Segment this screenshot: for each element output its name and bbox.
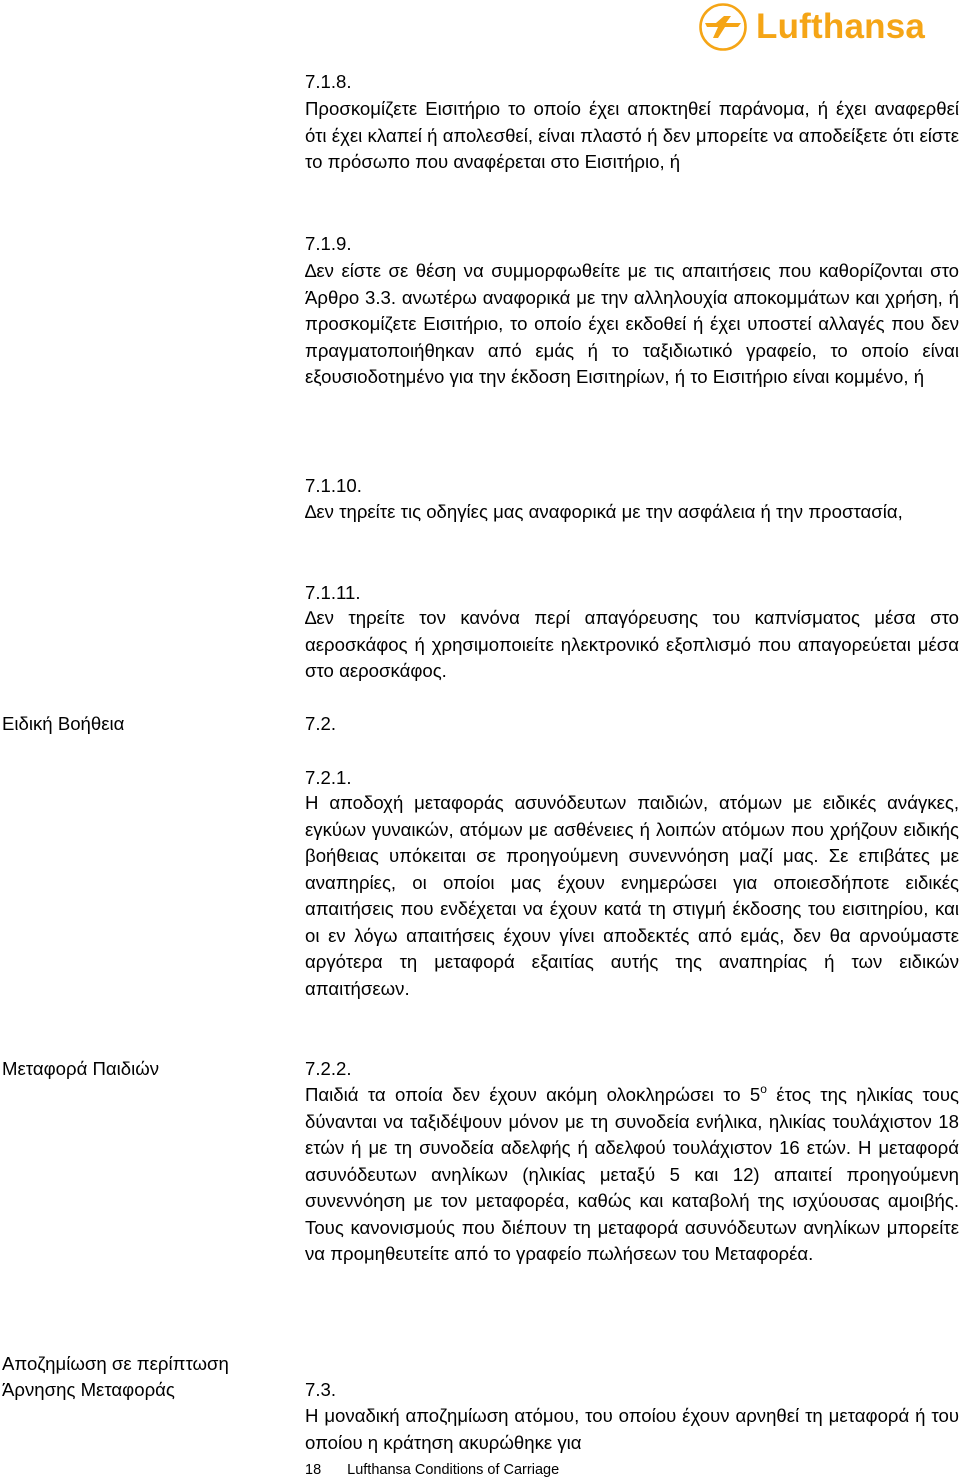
crane-icon (698, 2, 748, 52)
section-number: 7.1.10. (305, 475, 362, 496)
superscript: ο (760, 1082, 767, 1096)
section-number: 7.2.1. (305, 767, 352, 788)
side-heading-line: Άρνησης Μεταφοράς (2, 1379, 175, 1400)
section-number: 7.1.8. (305, 71, 352, 92)
document-title: Lufthansa Conditions of Carriage (347, 1462, 560, 1478)
section-text (305, 1082, 959, 1268)
section-text: ∆εν τηρείτε τον κανόνα περί απαγόρευσης του καπνίσματος μέσα στο αεροσκάφος ή χρησιμοποιείτε ηλεκτρονικό εξοπλισμό που απαγορεύεται μέσα στο αεροσκάφος. (305, 607, 959, 681)
section-number: 7.2. (305, 713, 337, 734)
section-number: 7.1.11. (305, 582, 361, 603)
section-text: Η αποδοχή μεταφοράς ασυνόδευτων παιδιών, ατόμων με ειδικές ανάγκες, εγκύων γυναικών, ατόμων με ασθένειες ή λοιπών ατόμων που χρήζουν ειδικής βοήθειας υπόκειται σε προηγούμενη συνεννόηση μαζί μας. Σε επιβάτες με αναπηρίες, οι οποίοι μας έχουν ενημερώσει για οποιεσδήποτε ειδικές απαιτήσεις που ενδέχεται να έχουν κατά τη στιγμή έκδοσης του εισιτηρίου, και οι εν λόγω απαιτήσεις έχουν γίνει αποδεκτές από εμάς, δεν θα αρνούμαστε αργότερα τη μεταφορά εξαιτίας αυτής της αναπηρίας ή των ειδικών απαιτήσεων. (305, 792, 959, 999)
side-heading-line: Αποζημίωση σε περίπτωση (2, 1353, 229, 1374)
side-heading: Μεταφορά Παιδιών (2, 1058, 160, 1079)
section-number: 7.2.2. (305, 1058, 352, 1079)
section-text: ∆εν είστε σε θέση να συμμορφωθείτε με τις απαιτήσεις που καθορίζονται στο Άρθρο 3.3. ανωτέρω αναφορικά με την αλληλουχία αποκομμάτων και χρήση, ή προσκομίζετε Εισιτήριο, το οποίο έχει εκδοθεί ή έχει υποστεί αλλαγές που δεν πραγματοποιήθηκαν από εμάς ή το ταξιδιωτικό γραφείο, το οποίο είναι εξουσιοδοτημένο για την έκδοση Εισιτηρίων, ή το Εισιτήριο είναι κομμένο, ή (305, 260, 959, 387)
section-text-part: Παιδιά τα οποία δεν έχουν ακόμη ολοκληρώσει το 5 (305, 1084, 761, 1105)
brand-name: Lufthansa (756, 7, 926, 46)
section-number: 7.3. (305, 1379, 337, 1400)
section-text: ∆εν τηρείτε τις οδηγίες μας αναφορικά με την ασφάλεια ή την προστασία, (305, 501, 903, 522)
page-footer (305, 1460, 559, 1480)
section-text: Προσκομίζετε Εισιτήριο το οποίο έχει αποκτηθεί παράνομα, ή έχει αναφερθεί ότι έχει κλαπεί ή απολεσθεί, είναι πλαστό ή δεν μπορείτε να αποδείξετε ότι είστε το πρόσωπο που αναφέρεται στο Εισιτήριο, ή (305, 98, 959, 172)
side-heading: Ειδική Βοήθεια (2, 713, 125, 734)
section-number: 7.1.9. (305, 233, 352, 254)
section-text-part: έτος της ηλικίας τους δύνανται να ταξιδέψουν μόνον με τη συνοδεία ενήλικα, ηλικίας τουλάχιστον 18 ετών ή με τη συνοδεία αδελφής ή αδελφού τουλάχιστον 16 ετών. Η μεταφορά ασυνόδευτων ανηλίκων (ηλικίας μεταξύ 5 και 12) απαιτεί προηγούμενη συνεννόηση με τον μεταφορέα, καθώς και καταβολή της ισχύουσας αμοιβής. Τους κανονισμούς που διέπουν τη μεταφορά ασυνόδευτων ανηλίκων μπορείτε να προμηθευτείτε από το γραφείο πωλήσεων του Μεταφορέα. (305, 1084, 959, 1264)
brand-logo (698, 2, 925, 52)
section-text: Η μοναδική αποζημίωση ατόμου, του οποίου έχουν αρνηθεί τη μεταφορά ή του οποίου η κράτηση ακυρώθηκε για (305, 1405, 959, 1453)
page-number: 18 (305, 1462, 322, 1478)
